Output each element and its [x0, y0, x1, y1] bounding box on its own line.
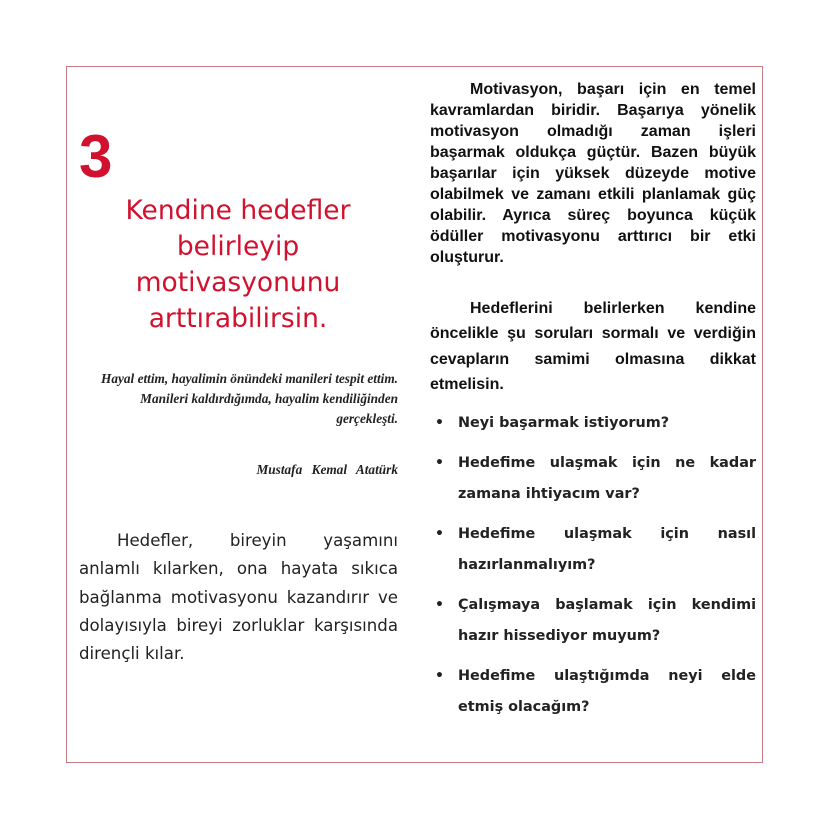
quote-author: Mustafa Kemal Atatürk: [256, 462, 398, 477]
bullet-icon: •: [435, 668, 444, 684]
motivation-paragraph: Motivasyon, başarı için en temel kavramlardan biridir. Başarıya yönelik motivasyon olmadığı zaman işleri başarmak oldukça güçtür. Bazen büyük başarılar için yüksek düzeyde motive olabilmek ve zamanı etkili planlamak güç olabilir. Ayrıca süreç boyunca küçük ödüller motivasyonu arttırıcı bir etki oluşturur.: [430, 81, 756, 266]
bullet-icon: •: [435, 415, 444, 431]
question-text: Hedefime ulaşmak için nasıl hazırlanmalıyım?: [458, 526, 756, 573]
question-text: Hedefime ulaştığımda neyi elde etmiş olacağım?: [458, 668, 756, 715]
list-item: [430, 448, 756, 510]
list-item: [430, 590, 756, 652]
bullet-icon: •: [435, 597, 444, 613]
chapter-number: 3: [79, 123, 113, 190]
bullet-icon: •: [435, 526, 444, 542]
section-heading: Kendine hedefler belirleyip motivasyonunu arttırabilirsin.: [125, 195, 351, 334]
list-item: [430, 661, 756, 723]
question-text: Hedefime ulaşmak için ne kadar zamana ihtiyacım var?: [458, 455, 756, 502]
intro-paragraph: Hedefler, bireyin yaşamını anlamlı kılarken, ona hayata sıkıca bağlanma motivasyonu kazandırır ve dolayısıyla bireyi zorluklar karşısında dirençli kılar.: [79, 531, 398, 664]
quote-text: Hayal ettim, hayalimin önündeki manileri tespit ettim. Manileri kaldırdığımda, hayalim kendiliğinden gerçekleşti.: [101, 371, 398, 426]
goal-questions-intro: Hedeflerini belirlerken kendine öncelikle şu soruları sormalı ve verdiğin cevapların samimi olmasına dikkat etmelisin.: [430, 300, 756, 393]
question-list: [430, 408, 756, 732]
bullet-icon: •: [435, 455, 444, 471]
list-item: [430, 408, 756, 439]
list-item: [430, 519, 756, 581]
question-text: Çalışmaya başlamak için kendimi hazır hissediyor muyum?: [458, 597, 756, 644]
question-text: Neyi başarmak istiyorum?: [458, 415, 670, 431]
